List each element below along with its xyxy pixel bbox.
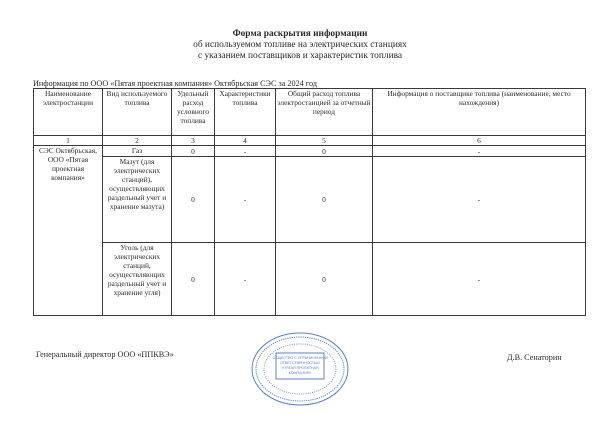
col-header-supplier: Информация о поставщике топлива (наименование, место нахождения) [373,89,586,136]
col-header-fuel-spec: Характеристики топлива [215,89,276,136]
specific-rate-cell: 0 [172,243,215,316]
total-consumption-cell: 0 [276,146,373,157]
column-number: 1 [34,136,103,146]
col-header-fuel-type: Вид используемого топлива [103,89,172,136]
column-number: 4 [215,136,276,146]
col-header-total-consumption: Общий расход топлива электростанцией за отчетный период [276,89,373,136]
fuel-spec-cell: - [215,146,276,157]
fuel-spec-cell: - [215,243,276,316]
form-title-line2: об используемом топливе на электрических станциях [193,40,407,51]
stamp-inner-text: ОБЩЕСТВО С ОГРАНИЧЕННОЙ [272,356,328,360]
column-number: 6 [373,136,586,146]
fuel-type-cell: Мазут (для электрических станций), осуществляющих раздельный учет и хранение мазута) [103,157,172,243]
fuel-disclosure-table [33,88,586,316]
stamp-inner-text: КОМПАНИЯ» [288,371,312,375]
fuel-type-cell: Уголь (для электрических станций, осуществляющих раздельный учет и хранение угля) [103,243,172,316]
supplier-cell: - [373,157,586,243]
col-header-station: Наименование электростанции [34,89,103,136]
total-consumption-cell: 0 [276,157,373,243]
stamp-inner-text: ОТВЕТСТВЕННОСТЬЮ [279,361,321,365]
column-number: 5 [276,136,373,146]
specific-rate-cell: 0 [172,157,215,243]
total-consumption-cell: 0 [276,243,373,316]
stamp-inner-text: «ПЯТАЯ ПРОЕКТНАЯ [281,366,319,370]
specific-rate-cell: 0 [172,146,215,157]
station-name-cell: СЭС Октябрьская, ООО «Пятая проектная компания» [34,146,103,316]
table-header-row [34,89,586,136]
form-title-line3: с указанием поставщиков и характеристик топлива [197,51,403,62]
table-row [34,243,586,316]
form-header [0,29,600,63]
supplier-cell: - [373,146,586,157]
table-row [34,157,586,243]
fuel-type-cell: Газ [103,146,172,157]
fuel-spec-cell: - [215,157,276,243]
column-number-row [34,136,586,146]
company-stamp [250,331,350,407]
column-number: 3 [172,136,215,146]
col-header-specific-rate: Удельный расход условного топлива [172,89,215,136]
signer-title: Генеральный директор ООО «ППКВЭ» [36,350,174,359]
column-number: 2 [103,136,172,146]
table-row [34,146,586,157]
report-subtitle: Информация по ООО «Пятая проектная компания» Октябрьская СЭС за 2024 год [33,79,317,88]
form-title: Форма раскрытия информации [232,29,368,39]
supplier-cell: - [373,243,586,316]
signer-name: Д.В. Сенаторин [507,353,562,362]
